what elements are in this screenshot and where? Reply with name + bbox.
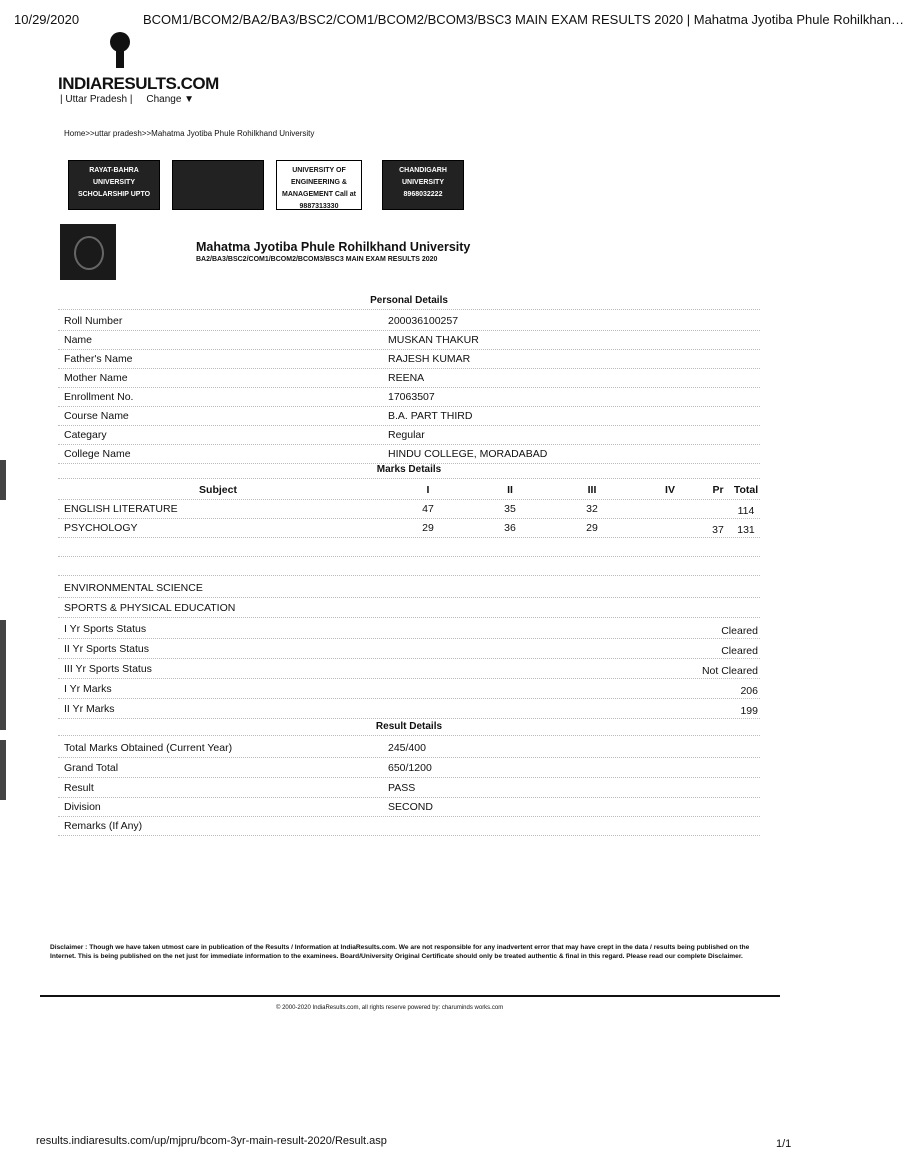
- ad-banner-chandigarh[interactable]: [382, 160, 464, 210]
- status-label: I Yr Marks: [64, 683, 112, 695]
- field-value: 17063507: [388, 391, 435, 403]
- field-value: 200036100257: [388, 315, 459, 327]
- field-label: Remarks (If Any): [64, 820, 143, 832]
- field-label: Name: [64, 334, 93, 346]
- marks-row: [58, 518, 760, 538]
- paper-3-marks: 32: [586, 503, 598, 515]
- field-value: REENA: [388, 372, 425, 384]
- status-row: [58, 699, 760, 719]
- personal-row: [58, 444, 760, 464]
- practical-marks: 37: [712, 524, 724, 536]
- footer-divider: [40, 995, 780, 997]
- ad-banner-rayat-bahra[interactable]: [68, 160, 160, 210]
- status-value: 206: [740, 685, 758, 697]
- print-page-number: 1/1: [776, 1138, 792, 1150]
- field-value: MUSKAN THAKUR: [388, 334, 479, 346]
- personal-details-heading: Personal Details: [58, 295, 760, 310]
- field-label: Result: [64, 782, 94, 794]
- field-label: Total Marks Obtained (Current Year): [64, 742, 233, 754]
- ad-banner-image[interactable]: [172, 160, 264, 210]
- status-row: [58, 639, 760, 659]
- field-value: B.A. PART THIRD: [388, 410, 473, 422]
- field-label: Categary: [64, 429, 107, 441]
- field-value: 245/400: [388, 742, 426, 754]
- paper-3-marks: 29: [586, 522, 598, 534]
- scan-edge-mark: [0, 620, 6, 730]
- personal-row: [58, 311, 760, 331]
- field-label: Division: [64, 801, 101, 813]
- status-row: [58, 679, 760, 699]
- marks-row: [58, 499, 760, 519]
- state-label: | Uttar Pradesh |: [60, 94, 133, 105]
- extra-subject-row: [58, 598, 760, 618]
- university-name: Mahatma Jyotiba Phule Rohilkhand University: [196, 240, 471, 254]
- subject-name: ENGLISH LITERATURE: [64, 503, 178, 515]
- breadcrumb[interactable]: Home>>uttar pradesh>>Mahatma Jyotiba Phule Rohilkhand University: [64, 129, 315, 138]
- field-label: Roll Number: [64, 315, 123, 327]
- total-marks: 131: [737, 524, 755, 536]
- status-row: [58, 619, 760, 639]
- subject-name: PSYCHOLOGY: [64, 522, 138, 534]
- logo-text: INDIARESULTS.COM: [58, 74, 219, 93]
- university-emblem-icon: [74, 236, 104, 270]
- col-practical: Pr: [712, 484, 724, 496]
- personal-row: [58, 387, 760, 407]
- field-value: PASS: [388, 782, 416, 794]
- print-date: 10/29/2020: [14, 12, 80, 27]
- result-row: [58, 816, 760, 836]
- personal-row: [58, 406, 760, 426]
- status-label: II Yr Sports Status: [64, 643, 150, 655]
- extra-subject-row: [58, 578, 760, 598]
- university-logo: [60, 224, 116, 280]
- col-total: Total: [733, 484, 759, 496]
- ad-banner-text: RAYAT-BAHRA UNIVERSITY SCHOLARSHIP UPTO: [77, 167, 151, 198]
- result-row: [58, 778, 760, 798]
- personal-row: [58, 425, 760, 445]
- state-selector: [60, 94, 194, 105]
- col-paper-3: III: [587, 484, 597, 496]
- field-value: Regular: [388, 429, 425, 441]
- print-page-title: BCOM1/BCOM2/BA2/BA3/BSC2/COM1/BCOM2/BCOM3/BSC3 MAIN EXAM RESULTS 2020 | Mahatma Jyotiba Phule Rohilkhan…: [143, 12, 904, 27]
- logo-stem-icon: [116, 50, 124, 68]
- result-row: [58, 758, 760, 778]
- marks-row-empty: [58, 537, 760, 557]
- status-row: [58, 659, 760, 679]
- marks-details-heading: Marks Details: [58, 464, 760, 479]
- paper-2-marks: 35: [504, 503, 516, 515]
- paper-1-marks: 29: [422, 522, 434, 534]
- ad-banner-text: CHANDIGARH UNIVERSITY 8968032222: [399, 167, 447, 198]
- col-paper-2: II: [507, 484, 513, 496]
- site-logo[interactable]: [58, 30, 219, 110]
- scan-edge-mark: [0, 460, 6, 500]
- status-value: Cleared: [721, 645, 758, 657]
- disclaimer-text: Disclaimer : Though we have taken utmost care in publication of the Results / Information at IndiaResults.com. We are not responsible for any inadvertent error that may have crept in the data / results being published on the Internet. This is being published on the net just for immediate information to the examinees. Board/University Original Certificate should only be treated authentic & final in this regard. Please read our complete Disclaimer.: [50, 944, 750, 960]
- subject-name: ENVIRONMENTAL SCIENCE: [64, 582, 203, 594]
- field-label: College Name: [64, 448, 131, 460]
- field-value: HINDU COLLEGE, MORADABAD: [388, 448, 548, 460]
- total-marks: 114: [737, 505, 755, 517]
- subject-name: SPORTS & PHYSICAL EDUCATION: [64, 602, 236, 614]
- status-label: I Yr Sports Status: [64, 623, 147, 635]
- personal-row: [58, 349, 760, 369]
- status-value: Not Cleared: [701, 665, 758, 677]
- field-label: Course Name: [64, 410, 129, 422]
- paper-1-marks: 47: [422, 503, 434, 515]
- result-row: [58, 738, 760, 758]
- col-paper-1: I: [426, 484, 430, 496]
- personal-row: [58, 330, 760, 350]
- marks-header-row: [58, 480, 760, 500]
- result-row: [58, 797, 760, 817]
- status-label: III Yr Sports Status: [64, 663, 152, 675]
- marks-row-empty: [58, 556, 760, 576]
- field-label: Father's Name: [64, 353, 133, 365]
- field-label: Enrollment No.: [64, 391, 134, 403]
- status-label: II Yr Marks: [64, 703, 115, 715]
- field-value: SECOND: [388, 801, 433, 813]
- status-value: Cleared: [721, 625, 758, 637]
- ad-banner-uem[interactable]: [276, 160, 362, 210]
- personal-row: [58, 368, 760, 388]
- col-subject: Subject: [199, 484, 237, 496]
- print-url: results.indiaresults.com/up/mjpru/bcom-3yr-main-result-2020/Result.asp: [36, 1135, 387, 1147]
- field-label: Mother Name: [64, 372, 128, 384]
- status-value: 199: [740, 705, 758, 717]
- col-paper-4: IV: [665, 484, 675, 496]
- paper-2-marks: 36: [504, 522, 516, 534]
- scan-edge-mark: [0, 740, 6, 800]
- field-label: Grand Total: [64, 762, 119, 774]
- logo-dot-icon: [110, 32, 130, 52]
- result-title: BA2/BA3/BSC2/COM1/BCOM2/BCOM3/BSC3 MAIN EXAM RESULTS 2020: [196, 256, 438, 263]
- field-value: RAJESH KUMAR: [388, 353, 471, 365]
- field-value: 650/1200: [388, 762, 432, 774]
- change-state-link[interactable]: Change ▼: [146, 94, 195, 105]
- ad-banner-text: [173, 161, 263, 165]
- result-details-heading: Result Details: [58, 721, 760, 736]
- copyright-text: © 2000-2020 IndiaResults.com, all rights reserve powered by: charuminds works.com: [276, 1005, 504, 1011]
- ad-banner-text: UNIVERSITY OF ENGINEERING & MANAGEMENT Call at 9887313330: [282, 167, 356, 210]
